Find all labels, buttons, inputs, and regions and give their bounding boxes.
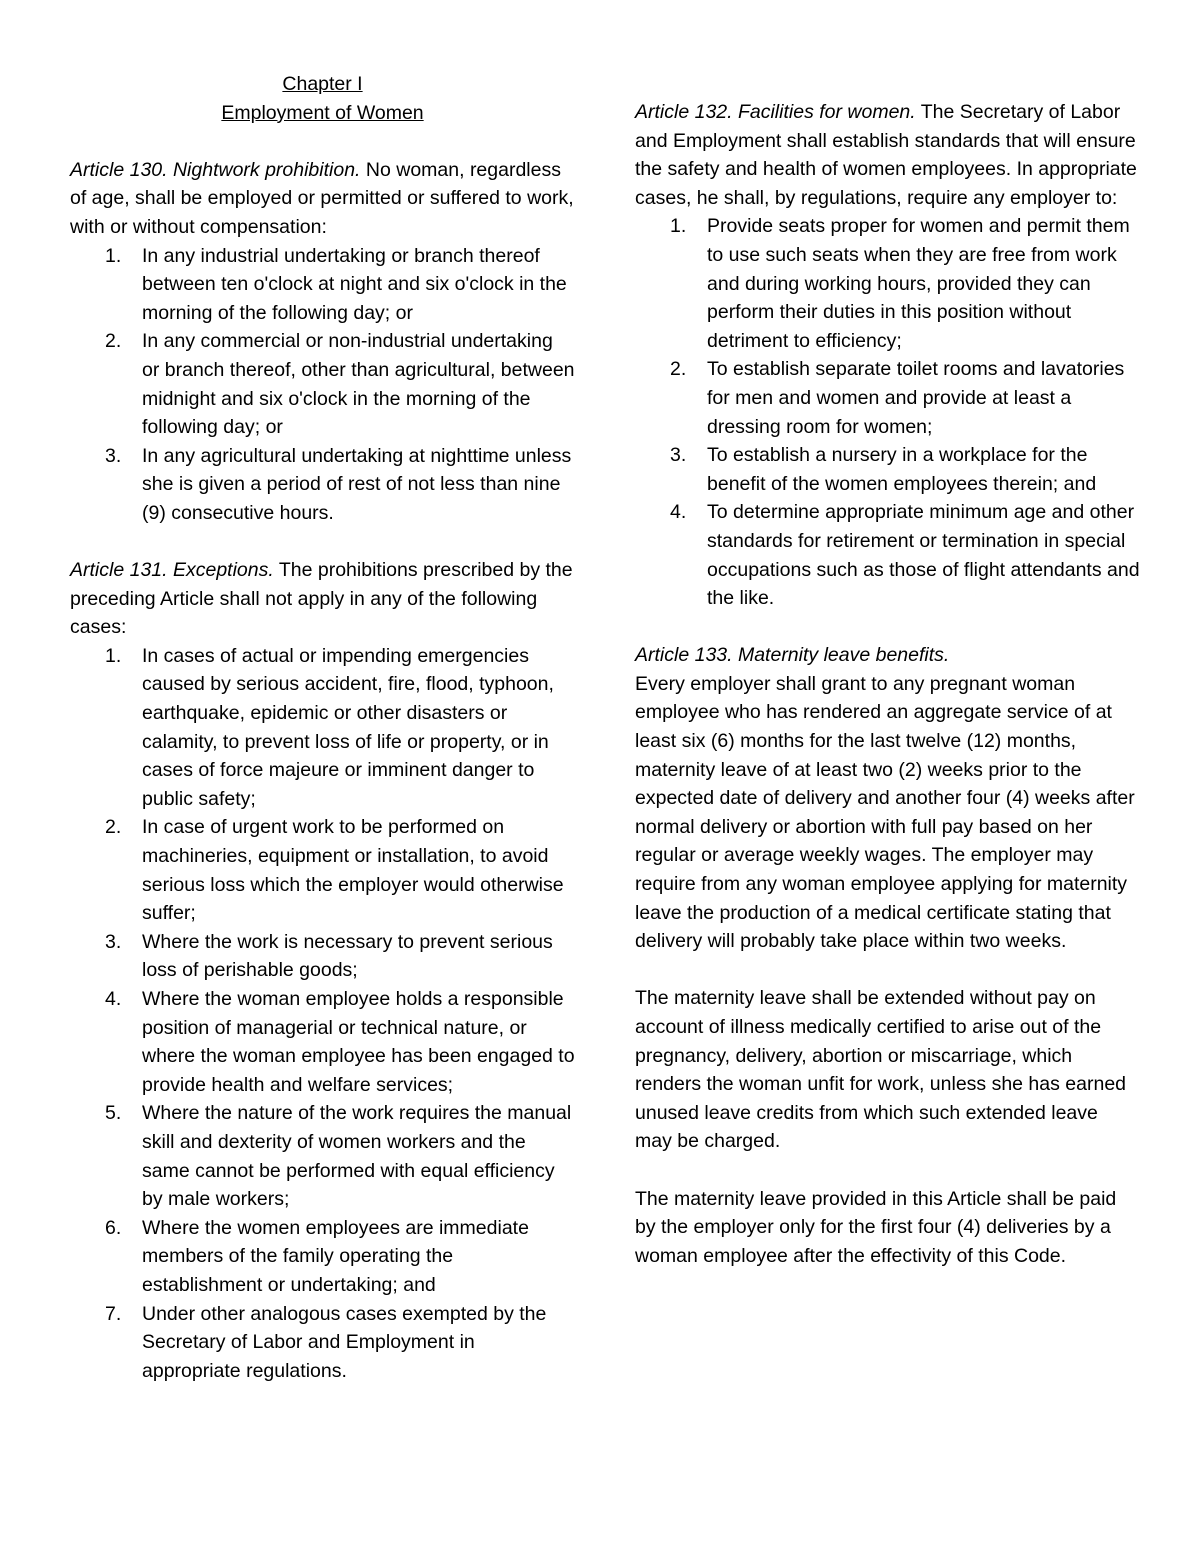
article-130-list [70,242,575,528]
list-item-text: Where the women employees are immediate members of the family operating the establishment or undertaking; and [142,1216,529,1296]
article-133-title: Article 133. Maternity leave benefits. [635,644,950,667]
list-item [70,813,575,927]
list-item-text: To determine appropriate minimum age and other standards for retirement or termination in special occupations such as those of flight attendants and the like. [707,501,1140,610]
article-130-paragraph [70,156,575,242]
article-131 [70,556,575,1385]
list-item-text: Where the woman employee holds a responsible position of managerial or technical nature, or where the woman employee has been engaged to provide health and welfare services; [142,988,575,1096]
list-item-number: 7. [105,1302,122,1325]
article-131-intro: The prohibitions prescribed by the preceding Article shall not apply in any of the following cases: [70,559,573,639]
list-item [635,355,1140,441]
list-item [70,1300,575,1386]
article-131-list [70,642,575,1385]
list-item-text: Under other analogous cases exempted by the Secretary of Labor and Employment in appropriate regulations. [142,1302,547,1382]
list-item-number: 1. [670,215,687,238]
list-item-number: 5. [105,1102,122,1125]
article-130-intro: No woman, regardless of age, shall be employed or permitted or suffered to work, with or without compensation: [70,158,574,238]
list-item-number: 1. [105,244,122,267]
list-item-number: 2. [670,358,687,381]
list-item-number: 3. [105,444,122,467]
list-item [70,642,575,814]
list-item [635,212,1140,355]
list-item [70,242,575,328]
right-column [635,98,1140,1270]
left-column [70,70,575,1385]
list-item-number: 1. [105,644,122,667]
list-item-text: In case of urgent work to be performed on machineries, equipment or installation, to avoid serious loss which the employer would otherwise suffer; [142,816,564,925]
list-item [70,1099,575,1213]
list-item-text: Provide seats proper for women and permit them to use such seats when they are free from work and during working hours, provided they can perform their duties in this position without detriment to efficiency; [707,215,1130,352]
list-item-text: To establish a nursery in a workplace for the benefit of the women employees therein; and [707,444,1097,495]
article-130-title: Article 130. Nightwork prohibition. [70,158,361,181]
article-132-intro: The Secretary of Labor and Employment shall establish standards that will ensure the safety and health of women employees. In appropriate cases, he shall, by regulations, require any employer to: [635,101,1137,209]
list-item [70,985,575,1099]
article-131-title: Article 131. Exceptions. [70,559,274,582]
list-item [635,441,1140,498]
article-130 [70,156,575,528]
article-131-paragraph [70,556,575,642]
article-132 [635,98,1140,613]
chapter-subtitle: Employment of Women [221,101,424,124]
list-item-number: 4. [670,501,687,524]
list-item-number: 2. [105,330,122,353]
list-item-text: In any agricultural undertaking at nighttime unless she is given a period of rest of not less than nine (9) consecutive hours. [142,444,572,524]
list-item-text: Where the nature of the work requires the manual skill and dexterity of women workers and the same cannot be performed with equal efficiency by male workers; [142,1102,572,1211]
list-item [635,498,1140,612]
chapter-title: Chapter I [282,73,363,95]
article-132-paragraph [635,98,1140,212]
list-item-text: Where the work is necessary to prevent serious loss of perishable goods; [142,930,553,982]
list-item-number: 6. [105,1216,122,1239]
list-item [70,928,575,985]
article-133-paragraph-1: Every employer shall grant to any pregnant woman employee who has rendered an aggregate service of at least six (6) months for the last twelve (12) months, maternity leave of at least two (2) weeks prior to the expected date of delivery and another four (4) weeks after normal delivery or abortion with full pay based on her regular or average weekly wages. The employer may require from any woman employee applying for maternity leave the production of a medical certificate stating that delivery will probably take place within two weeks. [635,672,1135,953]
article-132-list [635,212,1140,612]
list-item-text: In any commercial or non-industrial undertaking or branch thereof, other than agricultural, between midnight and six o'clock in the morning of the following day; or [142,330,575,439]
article-133-paragraph-2: The maternity leave shall be extended without pay on account of illness medically certified to arise out of the pregnancy, delivery, abortion or miscarriage, which renders the woman unfit for work, unless she has earned unused leave credits from which such extended leave may be charged. [635,987,1127,1153]
list-item [70,442,575,528]
list-item-number: 3. [670,444,687,467]
list-item [70,327,575,441]
list-item-text: In any industrial undertaking or branch thereof between ten o'clock at night and six o'clock in the morning of the following day; or [142,244,567,324]
list-item-number: 4. [105,988,122,1010]
article-133 [635,641,1140,1270]
list-item-text: In cases of actual or impending emergencies caused by serious accident, fire, flood, typhoon, earthquake, epidemic or other disasters or calamity, to prevent loss of life or property, or in cases of force majeure or imminent danger to public safety; [142,644,554,810]
article-133-paragraph-3: The maternity leave provided in this Article shall be paid by the employer only for the first four (4) deliveries by a woman employee after the effectivity of this Code. [635,1187,1117,1267]
list-item [70,1214,575,1300]
article-132-title: Article 132. Facilities for women. [635,101,916,123]
list-item-number: 3. [105,930,122,953]
list-item-text: To establish separate toilet rooms and lavatories for men and women and provide at least a dressing room for women; [707,358,1125,438]
list-item-number: 2. [105,816,122,839]
